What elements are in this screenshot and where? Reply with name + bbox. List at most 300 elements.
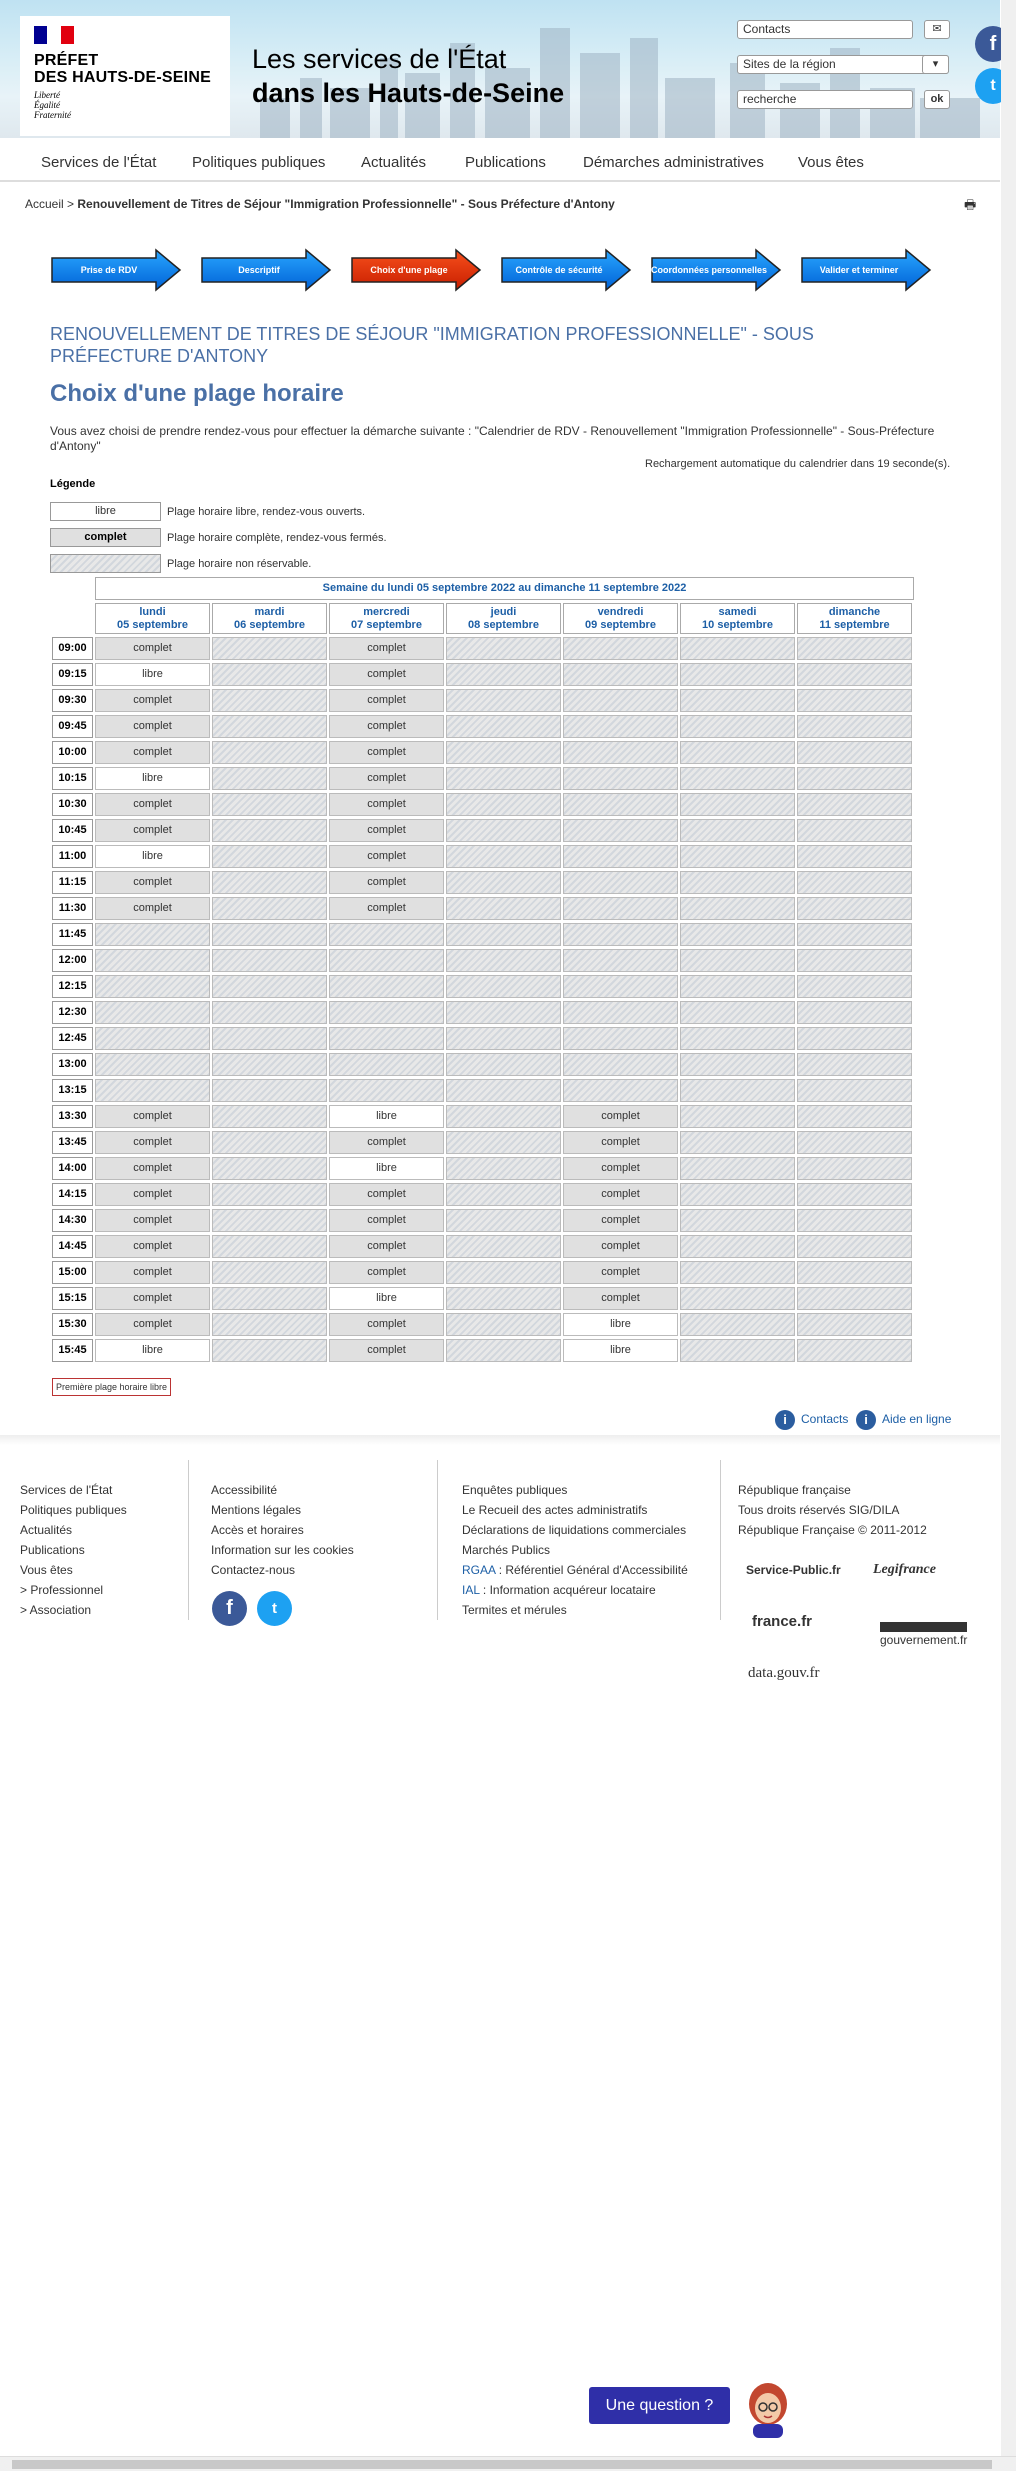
footer-link-rgaa[interactable]: RGAA : Référentiel Général d'Accessibilité bbox=[462, 1563, 688, 1577]
slot-unavailable bbox=[446, 1183, 561, 1206]
slot-unavailable bbox=[212, 741, 327, 764]
slot-unavailable bbox=[563, 689, 678, 712]
slot-full: complet bbox=[329, 637, 444, 660]
contacts-field[interactable]: Contacts bbox=[737, 20, 913, 39]
step-3[interactable] bbox=[500, 248, 632, 292]
slot-full: complet bbox=[329, 767, 444, 790]
step-label: Descriptif bbox=[238, 265, 280, 275]
slot-unavailable bbox=[446, 1053, 561, 1076]
day-header-vendredi: vendredi 09 septembre bbox=[563, 603, 678, 634]
time-row bbox=[50, 1053, 914, 1077]
day-header-dimanche: dimanche 11 septembre bbox=[797, 603, 912, 634]
site-title-line1: Les services de l'État bbox=[252, 44, 507, 74]
slot-unavailable bbox=[797, 1053, 912, 1076]
slot-full: complet bbox=[329, 1313, 444, 1336]
slot-unavailable bbox=[446, 1313, 561, 1336]
slot-unavailable bbox=[797, 1157, 912, 1180]
slot-unavailable bbox=[680, 923, 795, 946]
scrollbar-thumb[interactable] bbox=[12, 2460, 992, 2469]
slot-unavailable bbox=[563, 975, 678, 998]
slot-unavailable bbox=[95, 1027, 210, 1050]
slot-full: complet bbox=[563, 1261, 678, 1284]
slot-unavailable bbox=[446, 871, 561, 894]
slot-unavailable bbox=[680, 871, 795, 894]
slot-free[interactable]: libre bbox=[563, 1313, 678, 1336]
page-subheading: Choix d'une plage horaire bbox=[50, 380, 344, 407]
slot-full: complet bbox=[329, 871, 444, 894]
slot-unavailable bbox=[212, 897, 327, 920]
time-row bbox=[50, 1183, 914, 1207]
time-label: 11:00 bbox=[52, 845, 93, 868]
sites-dropdown-button[interactable] bbox=[922, 55, 949, 74]
logo-gouvernement[interactable]: gouvernement.fr bbox=[880, 1622, 967, 1647]
slot-full: complet bbox=[329, 1209, 444, 1232]
time-row bbox=[50, 845, 914, 869]
step-label: Coordonnées personnelles bbox=[650, 265, 768, 275]
time-row bbox=[50, 871, 914, 895]
day-header-mardi: mardi 06 septembre bbox=[212, 603, 327, 634]
footer-text: République Française © 2011-2012 bbox=[738, 1523, 927, 1537]
logo-data-gouv[interactable]: data.gouv.fr bbox=[748, 1665, 820, 1681]
slot-unavailable bbox=[212, 975, 327, 998]
intro-text: Vous avez choisi de prendre rendez-vous pour effectuer la démarche suivante : "Calendrier de RDV - Renouvellement "Immigration Professionnelle" - Sous-Préfecture d'Antony" bbox=[50, 424, 935, 453]
footer-col4 bbox=[738, 1480, 927, 1540]
step-label: Contrôle de sécurité bbox=[515, 265, 603, 275]
slot-unavailable bbox=[680, 975, 795, 998]
slot-unavailable bbox=[212, 1287, 327, 1310]
slot-unavailable bbox=[329, 1027, 444, 1050]
legend-na-swatch bbox=[50, 554, 161, 573]
slot-full: complet bbox=[329, 1339, 444, 1362]
slot-unavailable bbox=[563, 767, 678, 790]
motto-egalite: Égalité bbox=[34, 100, 60, 110]
slot-unavailable bbox=[446, 819, 561, 842]
slot-full: complet bbox=[329, 1235, 444, 1258]
header-banner bbox=[0, 0, 1000, 138]
slot-unavailable bbox=[680, 1313, 795, 1336]
time-row bbox=[50, 689, 914, 713]
time-row bbox=[50, 1001, 914, 1025]
footer-link[interactable]: > Association bbox=[20, 1603, 92, 1617]
time-label: 12:15 bbox=[52, 975, 93, 998]
time-row bbox=[50, 1131, 914, 1155]
slot-unavailable bbox=[446, 663, 561, 686]
slot-unavailable bbox=[212, 1053, 327, 1076]
step-0[interactable] bbox=[50, 248, 182, 292]
slot-unavailable bbox=[95, 949, 210, 972]
slot-unavailable bbox=[212, 767, 327, 790]
footer-link[interactable]: Information sur les cookies bbox=[211, 1543, 354, 1557]
slot-unavailable bbox=[212, 715, 327, 738]
slot-unavailable bbox=[329, 1053, 444, 1076]
footer-divider bbox=[720, 1460, 721, 1620]
slot-unavailable bbox=[797, 1339, 912, 1362]
mail-button[interactable] bbox=[924, 20, 950, 39]
slot-unavailable bbox=[446, 845, 561, 868]
footer-col1 bbox=[20, 1480, 127, 1620]
slot-unavailable bbox=[680, 1131, 795, 1154]
slot-unavailable bbox=[680, 949, 795, 972]
slot-unavailable bbox=[212, 923, 327, 946]
slot-unavailable bbox=[563, 949, 678, 972]
main-nav bbox=[0, 148, 1000, 182]
slot-unavailable bbox=[446, 1235, 561, 1258]
time-label: 11:45 bbox=[52, 923, 93, 946]
step-label: Valider et terminer bbox=[819, 265, 899, 275]
slot-unavailable bbox=[446, 1105, 561, 1128]
time-row bbox=[50, 1209, 914, 1233]
time-label: 13:30 bbox=[52, 1105, 93, 1128]
footer-twitter-icon[interactable]: t bbox=[257, 1591, 292, 1626]
slot-unavailable bbox=[212, 1027, 327, 1050]
footer-facebook-icon[interactable]: f bbox=[212, 1591, 247, 1626]
footer-link[interactable]: Termites et mérules bbox=[462, 1603, 567, 1617]
slot-full: complet bbox=[95, 741, 210, 764]
slot-unavailable bbox=[212, 1183, 327, 1206]
time-label: 13:45 bbox=[52, 1131, 93, 1154]
footer-col3 bbox=[462, 1480, 688, 1620]
search-ok-button[interactable]: ok bbox=[924, 90, 950, 109]
sites-region-select[interactable]: Sites de la région bbox=[737, 55, 949, 74]
time-row bbox=[50, 637, 914, 661]
slot-unavailable bbox=[797, 1079, 912, 1102]
slot-unavailable bbox=[446, 1261, 561, 1284]
footer-link[interactable]: Accessibilité bbox=[211, 1483, 278, 1497]
site-title bbox=[252, 42, 564, 110]
time-label: 13:00 bbox=[52, 1053, 93, 1076]
slot-full: complet bbox=[95, 1287, 210, 1310]
slot-unavailable bbox=[797, 897, 912, 920]
slot-unavailable bbox=[212, 1313, 327, 1336]
slot-full: complet bbox=[563, 1105, 678, 1128]
slot-full: complet bbox=[563, 1287, 678, 1310]
horizontal-scrollbar[interactable] bbox=[0, 2456, 1016, 2471]
footer-link[interactable]: Marchés Publics bbox=[462, 1543, 551, 1557]
slot-free[interactable]: libre bbox=[329, 1287, 444, 1310]
slot-unavailable bbox=[680, 1053, 795, 1076]
slot-unavailable bbox=[95, 1053, 210, 1076]
slot-free[interactable]: libre bbox=[329, 1105, 444, 1128]
slot-unavailable bbox=[212, 793, 327, 816]
slot-full: complet bbox=[95, 689, 210, 712]
slot-unavailable bbox=[95, 975, 210, 998]
footer-link[interactable]: > Professionnel bbox=[20, 1583, 104, 1597]
slot-unavailable bbox=[212, 1157, 327, 1180]
slot-unavailable bbox=[446, 793, 561, 816]
legend-na-text: Plage horaire non réservable. bbox=[167, 558, 312, 570]
slot-full: complet bbox=[95, 715, 210, 738]
time-label: 15:00 bbox=[52, 1261, 93, 1284]
slot-full: complet bbox=[563, 1183, 678, 1206]
envelope-icon: ✉ bbox=[932, 23, 942, 35]
step-5[interactable] bbox=[800, 248, 932, 292]
help-aide-link[interactable]: i Aide en ligne bbox=[856, 1410, 951, 1430]
footer-link[interactable]: Le Recueil des actes administratifs bbox=[462, 1503, 648, 1517]
time-row bbox=[50, 949, 914, 973]
footer-link[interactable]: Publications bbox=[20, 1543, 85, 1557]
time-label: 15:15 bbox=[52, 1287, 93, 1310]
slot-unavailable bbox=[446, 1157, 561, 1180]
slot-unavailable bbox=[797, 1027, 912, 1050]
slot-full: complet bbox=[329, 897, 444, 920]
time-label: 11:15 bbox=[52, 871, 93, 894]
slot-full: complet bbox=[95, 1313, 210, 1336]
reload-notice: Rechargement automatique du calendrier dans 19 seconde(s). bbox=[645, 458, 951, 470]
slot-free[interactable]: libre bbox=[563, 1339, 678, 1362]
slot-free[interactable]: libre bbox=[95, 845, 210, 868]
slot-unavailable bbox=[212, 1339, 327, 1362]
slot-unavailable bbox=[680, 1183, 795, 1206]
slot-unavailable bbox=[563, 897, 678, 920]
slot-unavailable bbox=[446, 741, 561, 764]
info-icon: i bbox=[856, 1410, 876, 1430]
time-label: 15:45 bbox=[52, 1339, 93, 1362]
slot-unavailable bbox=[680, 1209, 795, 1232]
time-label: 11:30 bbox=[52, 897, 93, 920]
slot-unavailable bbox=[329, 1079, 444, 1102]
time-row bbox=[50, 741, 914, 765]
slot-full: complet bbox=[95, 1261, 210, 1284]
slot-unavailable bbox=[563, 1079, 678, 1102]
print-icon[interactable]: 🖶 bbox=[964, 197, 977, 212]
slot-full: complet bbox=[95, 793, 210, 816]
time-row bbox=[50, 819, 914, 843]
footer-text: République française bbox=[738, 1483, 851, 1497]
slot-unavailable bbox=[212, 1131, 327, 1154]
legend-full-swatch: complet bbox=[50, 528, 161, 547]
nav-actualites[interactable]: Actualités bbox=[361, 154, 427, 171]
slot-unavailable bbox=[95, 1001, 210, 1024]
slot-full: complet bbox=[95, 1235, 210, 1258]
slot-unavailable bbox=[95, 923, 210, 946]
time-label: 10:30 bbox=[52, 793, 93, 816]
time-label: 10:00 bbox=[52, 741, 93, 764]
slot-free[interactable]: libre bbox=[329, 1157, 444, 1180]
slot-unavailable bbox=[446, 949, 561, 972]
slot-unavailable bbox=[563, 845, 678, 868]
slot-unavailable bbox=[680, 767, 795, 790]
time-label: 15:30 bbox=[52, 1313, 93, 1336]
footer-link[interactable]: Vous êtes bbox=[20, 1563, 73, 1577]
time-label: 09:45 bbox=[52, 715, 93, 738]
time-row bbox=[50, 923, 914, 947]
footer-divider bbox=[188, 1460, 189, 1620]
slot-unavailable bbox=[446, 715, 561, 738]
footer-link[interactable]: Accès et horaires bbox=[211, 1523, 304, 1537]
slot-full: complet bbox=[95, 1157, 210, 1180]
slot-unavailable bbox=[446, 637, 561, 660]
slot-unavailable bbox=[446, 1027, 561, 1050]
time-row bbox=[50, 1235, 914, 1259]
slot-unavailable bbox=[797, 715, 912, 738]
slot-unavailable bbox=[212, 637, 327, 660]
slot-unavailable bbox=[563, 715, 678, 738]
slot-unavailable bbox=[680, 1027, 795, 1050]
slot-unavailable bbox=[212, 1235, 327, 1258]
motto-liberte: Liberté bbox=[34, 90, 60, 100]
slot-unavailable bbox=[563, 819, 678, 842]
footer-link[interactable]: Contactez-nous bbox=[211, 1563, 296, 1577]
legend-free-swatch: libre bbox=[50, 502, 161, 521]
slot-full: complet bbox=[329, 715, 444, 738]
first-free-slot-button[interactable]: Première plage horaire libre bbox=[52, 1378, 171, 1396]
time-row bbox=[50, 1079, 914, 1103]
slot-full: complet bbox=[563, 1131, 678, 1154]
slot-full: complet bbox=[95, 897, 210, 920]
slot-unavailable bbox=[680, 1235, 795, 1258]
slot-unavailable bbox=[563, 871, 678, 894]
nav-politiques[interactable]: Politiques publiques bbox=[192, 154, 326, 171]
day-header-mercredi: mercredi 07 septembre bbox=[329, 603, 444, 634]
slot-unavailable bbox=[446, 1339, 561, 1362]
slot-unavailable bbox=[329, 923, 444, 946]
slot-unavailable bbox=[563, 923, 678, 946]
day-header-jeudi: jeudi 08 septembre bbox=[446, 603, 561, 634]
marianne-flag-icon bbox=[34, 26, 74, 44]
time-label: 12:30 bbox=[52, 1001, 93, 1024]
time-row bbox=[50, 975, 914, 999]
slot-full: complet bbox=[95, 1131, 210, 1154]
slot-full: complet bbox=[329, 663, 444, 686]
slot-full: complet bbox=[329, 845, 444, 868]
slot-free[interactable]: libre bbox=[95, 1339, 210, 1362]
logo-service-public[interactable]: Service-Public.fr bbox=[746, 1563, 841, 1577]
slot-unavailable bbox=[212, 819, 327, 842]
prefet-logo[interactable] bbox=[20, 16, 230, 136]
slot-full: complet bbox=[563, 1209, 678, 1232]
slot-full: complet bbox=[329, 1131, 444, 1154]
slot-unavailable bbox=[329, 1001, 444, 1024]
slot-unavailable bbox=[680, 741, 795, 764]
slot-unavailable bbox=[797, 637, 912, 660]
info-icon: i bbox=[775, 1410, 795, 1430]
nav-demarches[interactable]: Démarches administratives bbox=[583, 154, 764, 171]
time-label: 09:30 bbox=[52, 689, 93, 712]
footer-link[interactable]: Actualités bbox=[20, 1523, 73, 1537]
vertical-scrollbar[interactable] bbox=[1001, 0, 1016, 2456]
slot-unavailable bbox=[212, 1209, 327, 1232]
twitter-icon[interactable]: t bbox=[975, 68, 1011, 104]
nav-vous-etes[interactable]: Vous êtes bbox=[798, 154, 864, 171]
chat-avatar-icon[interactable] bbox=[744, 2380, 792, 2438]
footer-link-ial[interactable]: IAL : Information acquéreur locataire bbox=[462, 1583, 656, 1597]
slot-unavailable bbox=[797, 741, 912, 764]
step-1[interactable] bbox=[200, 248, 332, 292]
slot-unavailable bbox=[797, 949, 912, 972]
breadcrumb-home[interactable]: Accueil bbox=[25, 197, 64, 211]
slot-full: complet bbox=[95, 819, 210, 842]
legend-free-text: Plage horaire libre, rendez-vous ouverts. bbox=[167, 506, 366, 518]
page-heading: RENOUVELLEMENT DE TITRES DE SÉJOUR "IMMIGRATION PROFESSIONNELLE" - SOUS PRÉFECTURE D'ANTONY bbox=[50, 324, 814, 366]
slot-unavailable bbox=[563, 1001, 678, 1024]
logo-legifrance[interactable]: Legifrance bbox=[873, 1562, 936, 1577]
slot-unavailable bbox=[797, 845, 912, 868]
facebook-icon[interactable]: f bbox=[975, 26, 1011, 62]
slot-unavailable bbox=[212, 1079, 327, 1102]
time-label: 10:45 bbox=[52, 819, 93, 842]
slot-unavailable bbox=[680, 897, 795, 920]
slot-unavailable bbox=[680, 819, 795, 842]
time-label: 14:15 bbox=[52, 1183, 93, 1206]
slot-full: complet bbox=[95, 1105, 210, 1128]
nav-publications[interactable]: Publications bbox=[465, 154, 546, 171]
slot-unavailable bbox=[680, 1157, 795, 1180]
search-input[interactable]: recherche bbox=[737, 90, 913, 109]
slot-unavailable bbox=[680, 1339, 795, 1362]
motto-fraternite: Fraternité bbox=[34, 110, 71, 120]
logo-france-fr[interactable]: france.fr bbox=[752, 1613, 813, 1630]
time-label: 12:45 bbox=[52, 1027, 93, 1050]
time-label: 12:00 bbox=[52, 949, 93, 972]
slot-unavailable bbox=[212, 1105, 327, 1128]
slot-full: complet bbox=[95, 871, 210, 894]
slot-unavailable bbox=[446, 689, 561, 712]
footer-link[interactable]: Services de l'État bbox=[20, 1483, 113, 1497]
slot-full: complet bbox=[95, 637, 210, 660]
slot-unavailable bbox=[797, 871, 912, 894]
footer-link[interactable]: Politiques publiques bbox=[20, 1503, 127, 1517]
time-row bbox=[50, 793, 914, 817]
footer-separator bbox=[0, 1435, 1000, 1445]
time-row bbox=[50, 1287, 914, 1311]
slot-unavailable bbox=[797, 663, 912, 686]
footer-link[interactable]: Mentions légales bbox=[211, 1503, 302, 1517]
slot-full: complet bbox=[563, 1235, 678, 1258]
slot-unavailable bbox=[446, 1079, 561, 1102]
step-2 bbox=[350, 248, 482, 292]
chat-question-button[interactable]: Une question ? bbox=[589, 2387, 730, 2424]
slot-unavailable bbox=[680, 715, 795, 738]
slot-unavailable bbox=[212, 871, 327, 894]
time-label: 14:30 bbox=[52, 1209, 93, 1232]
slot-unavailable bbox=[563, 793, 678, 816]
footer-divider bbox=[437, 1460, 438, 1620]
slot-unavailable bbox=[212, 949, 327, 972]
slot-unavailable bbox=[446, 1209, 561, 1232]
slot-unavailable bbox=[329, 975, 444, 998]
time-row bbox=[50, 1313, 914, 1337]
day-header-samedi: samedi 10 septembre bbox=[680, 603, 795, 634]
time-label: 13:15 bbox=[52, 1079, 93, 1102]
footer-link[interactable]: Déclarations de liquidations commerciales bbox=[462, 1523, 687, 1537]
slot-unavailable bbox=[797, 975, 912, 998]
slot-free[interactable]: libre bbox=[95, 767, 210, 790]
slot-full: complet bbox=[329, 1183, 444, 1206]
time-row bbox=[50, 715, 914, 739]
slot-full: complet bbox=[329, 819, 444, 842]
footer-link[interactable]: Enquêtes publiques bbox=[462, 1483, 568, 1497]
time-row bbox=[50, 1157, 914, 1181]
slot-unavailable bbox=[680, 663, 795, 686]
slot-unavailable bbox=[212, 689, 327, 712]
slot-unavailable bbox=[680, 1079, 795, 1102]
slot-unavailable bbox=[797, 1313, 912, 1336]
slot-free[interactable]: libre bbox=[95, 663, 210, 686]
slot-unavailable bbox=[797, 1235, 912, 1258]
time-row bbox=[50, 767, 914, 791]
logo-line2: DES HAUTS-DE-SEINE bbox=[34, 69, 211, 86]
nav-services[interactable]: Services de l'État bbox=[41, 154, 157, 171]
slot-unavailable bbox=[680, 637, 795, 660]
help-contacts-link[interactable]: i Contacts bbox=[775, 1410, 848, 1430]
week-header: Semaine du lundi 05 septembre 2022 au dimanche 11 septembre 2022 bbox=[95, 577, 914, 600]
slot-unavailable bbox=[680, 845, 795, 868]
step-4[interactable] bbox=[650, 248, 782, 292]
slot-unavailable bbox=[212, 845, 327, 868]
slot-unavailable bbox=[446, 767, 561, 790]
time-row bbox=[50, 1105, 914, 1129]
slot-unavailable bbox=[212, 663, 327, 686]
